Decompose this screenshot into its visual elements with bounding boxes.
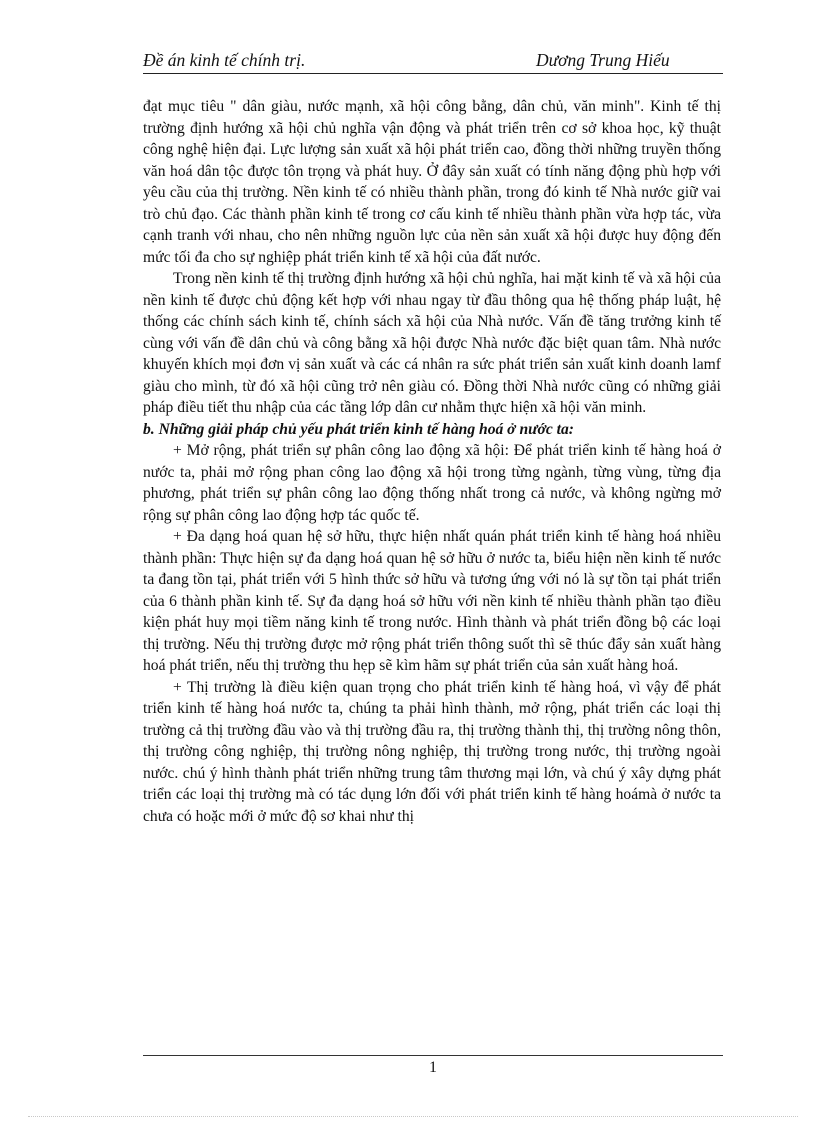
header-title: Đề án kinh tế chính trị. bbox=[143, 50, 306, 70]
header-rule bbox=[143, 73, 723, 74]
page-number: 1 bbox=[429, 1059, 437, 1076]
paragraph-labor-division: + Mở rộng, phát triển sự phân công lao động xã hội: Để phát triển kinh tế hàng hoá ở nước ta, phải mở rộng phan công lao động xã hội trong từng ngành, từng vùng, từng địa phương, phát triển sự phân công lao động thống nhất trong cả nước, và không ngừng mở rộng sự phân công lao động hợp tác quốc tế. bbox=[143, 442, 721, 524]
paragraph-ownership-diversity: + Đa dạng hoá quan hệ sở hữu, thực hiện nhất quán phát triển kinh tế hàng hoá nhiều thành phần: Thực hiện sự đa dạng hoá quan hệ sở hữu ở nước ta, biểu hiện nền kinh tế nước ta đang tồn tại, phát triển với 5 hình thức sở hữu và tương ứng với nó là sự tồn tại phát triển của 6 thành phần kinh tế. Sự đa dạng hoá sở hữu với nền kinh tế nhiều thành phần tạo điều kiện phát huy mọi tiềm năng kinh tế trong nước. Hình thành và phát triển đồng bộ các loại thị trường. Nếu thị trường được mở rộng phát triển thông suốt thì sẽ thúc đẩy sản xuất hàng hoá phát triển, nếu thị trường thu hẹp sẽ kìm hãm sự phát triển của sản xuất hàng hoá. bbox=[143, 528, 721, 674]
paragraph-market-development: + Thị trường là điều kiện quan trọng cho phát triển kinh tế hàng hoá, vì vậy để phát triển kinh tế hàng hoá nước ta, chúng ta phải hình thành, mở rộng, phát triển các loại thị trường cả thị trường đầu vào và thị trường đầu ra, thị trường thành thị, thị trường nông thôn, thị trường công nghiệp, thị trường nông nghiệp, thị trường trong nước, thị trường ngoài nước. chú ý hình thành phát triển những trung tâm thương mại lớn, và chú ý xây dựng phát triển các loại thị trường mà có tác dụng lớn đối với phát triển kinh tế hàng hoámà ở nước ta chưa có hoặc mới ở mức độ sơ khai như thị bbox=[143, 678, 721, 825]
page-bottom-border bbox=[28, 1116, 798, 1117]
paragraph-economy-society: Trong nền kinh tế thị trường định hướng xã hội chủ nghĩa, hai mặt kinh tế và xã hội của nền kinh tế được chủ động kết hợp với nhau ngay từ đầu thông qua hệ thống pháp luật, hệ thống các chính sách kinh tế, chính sách xã hội của Nhà nước. Vấn đề tăng trưởng kinh tế cùng với vấn đề dân chủ và công bằng xã hội được Nhà nước đặc biệt quan tâm. Nhà nước khuyến khích mọi đơn vị sản xuất và các cá nhân ra sức phát triển sản xuất kinh doanh lamf giàu cho mình, từ đó xã hội cũng trở nên giàu có. Đồng thời Nhà nước cũng có những giải pháp điều tiết thu nhập của các tầng lớp dân cư nhằm thực hiện xã hội văn minh. bbox=[143, 270, 721, 416]
section-heading: b. Những giải pháp chủ yếu phát triển kinh tế hàng hoá ở nước ta: bbox=[143, 420, 574, 438]
document-body bbox=[143, 96, 721, 827]
footer-rule bbox=[143, 1055, 723, 1056]
paragraph-market-goals: đạt mục tiêu " dân giàu, nước mạnh, xã hội công bằng, dân chủ, văn minh". Kinh tế thị trường định hướng xã hội chủ nghĩa vận động và phát triển trên cơ sở khoa học, kỹ thuật công nghệ hiện đại. Lực lượng sản xuất xã hội phát triển cao, đồng thời những truyền thống văn hoá dân tộc được tôn trọng và phát huy. Ở đây sản xuất có tính năng động phù hợp với yêu cầu của thị trường. Nền kinh tế có nhiều thành phần, trong đó kinh tế Nhà nước giữ vai trò chủ đạo. Các thành phần kinh tế trong cơ cấu kinh tế nhiều thành phần vừa hợp tác, vừa cạnh tranh với nhau, cho nên những nguồn lực của nền sản xuất xã hội được huy động đến mức tối đa cho sự nghiệp phát triển kinh tế xã hội của đất nước. bbox=[143, 98, 721, 266]
header-author: Dương Trung Hiếu bbox=[536, 50, 670, 70]
